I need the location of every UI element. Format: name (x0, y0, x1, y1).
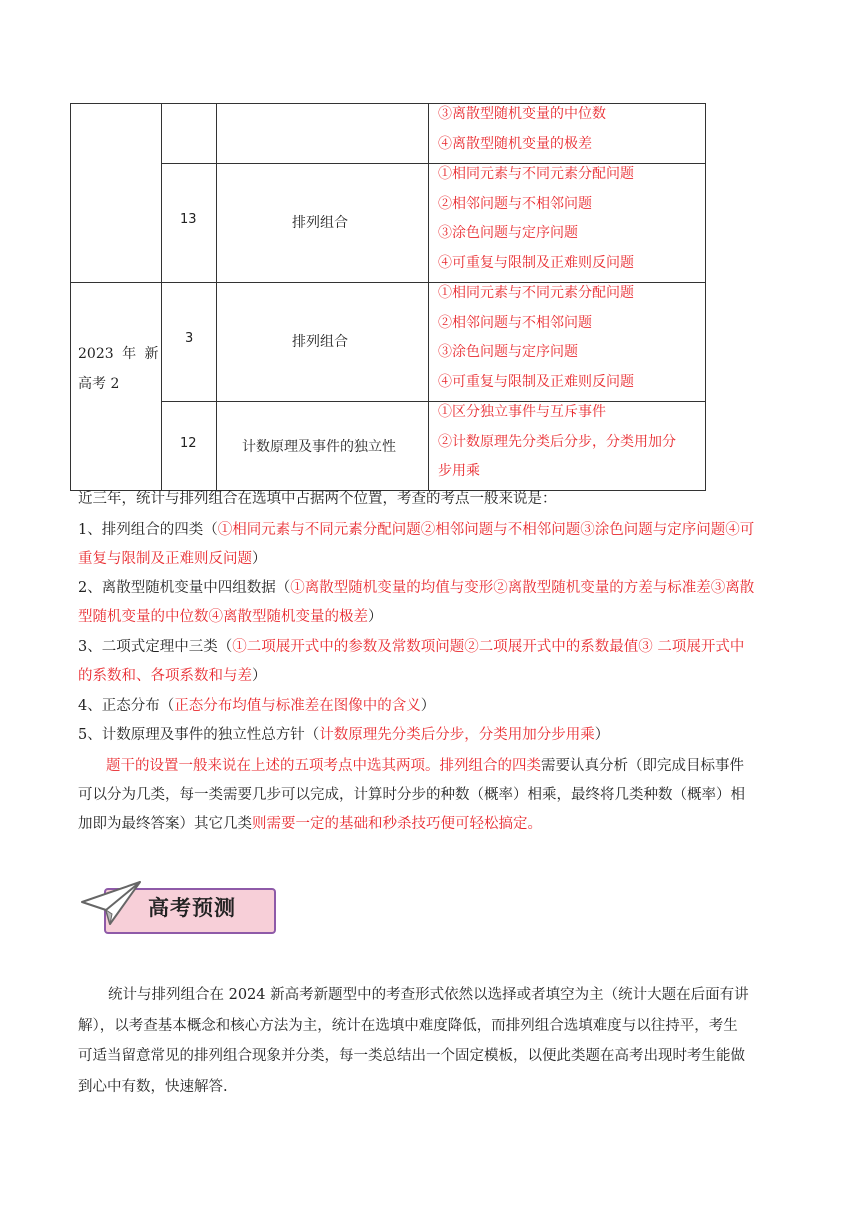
table-cell-exam-name: 2023 年 新 (78, 346, 159, 362)
table-cell-point: ①区分独立事件与互斥事件 (438, 404, 606, 420)
highlighted-text: 重复与限制及正难则反问题 (78, 551, 252, 567)
text-run: ） (368, 609, 383, 625)
text-run: 5、计数原理及事件的独立性总方针（ (78, 727, 320, 743)
summary-intro: 近三年，统计与排列组合在选填中占据两个位置，考查的考点一般来说是： (78, 491, 557, 507)
summary-item-1 (78, 520, 754, 578)
table-cell-exam-name: 高考 2 (78, 376, 120, 392)
highlighted-text: ①离散型随机变量的均值与变形②离散型随机变量的方差与标准差③离散 (290, 580, 755, 596)
prediction-line: 到心中有数，快速解答. (78, 1079, 228, 1095)
prediction-line: 统计与排列组合在 2024 新高考新题型中的考查形式依然以选择或者填空为主（统计大题在后面有讲 (108, 987, 749, 1003)
text-line (78, 756, 745, 785)
table-cell-question-number: 3 (185, 331, 194, 346)
text-line (78, 785, 745, 814)
table-cell-point: ②相邻问题与不相邻问题 (438, 315, 592, 331)
table-cell-point: ③离散型随机变量的中位数 (438, 106, 606, 122)
section-heading-badge (80, 880, 280, 940)
highlighted-text: 正态分布均值与标准差在图像中的含义 (174, 698, 421, 714)
highlighted-text: 则需要一定的基础和秒杀技巧便可轻松搞定。 (252, 816, 542, 832)
table-cell-topic: 排列组合 (292, 215, 348, 231)
text-run: ） (420, 698, 436, 714)
table-divider (161, 401, 706, 402)
table-divider (216, 103, 217, 491)
summary-item-2 (78, 578, 754, 636)
table-border-right (705, 103, 706, 491)
table-divider (161, 103, 162, 491)
table-cell-point: ③涂色问题与定序问题 (438, 225, 578, 241)
text-line (78, 549, 754, 578)
text-run: 需要认真分析（即完成目标事件 (541, 758, 744, 774)
text-line (78, 578, 754, 607)
table-cell-point: 步用乘 (438, 463, 480, 479)
summary-item-4 (78, 696, 435, 725)
table-cell-point: ③涂色问题与定序问题 (438, 344, 578, 360)
highlighted-text: ①二项展开式中的参数及常数项问题②二项展开式中的系数最值③ 二项展开式中 (232, 639, 745, 655)
table-cell-topic: 计数原理及事件的独立性 (242, 439, 396, 455)
highlighted-text: 的系数和、各项系数和与差 (78, 668, 252, 684)
table-cell-point: ①相同元素与不同元素分配问题 (438, 285, 634, 301)
table-cell-point: ④离散型随机变量的极差 (438, 136, 592, 152)
highlighted-text: 型随机变量的中位数④离散型随机变量的极差 (78, 609, 368, 625)
table-cell-point: ①相同元素与不同元素分配问题 (438, 166, 634, 182)
exam-table (70, 103, 706, 491)
table-border-top (70, 103, 706, 104)
text-run: ） (252, 551, 267, 567)
text-run: 2、离散型随机变量中四组数据（ (78, 580, 291, 596)
text-run: 4、正态分布（ (78, 698, 175, 714)
table-cell-question-number: 12 (180, 436, 197, 451)
table-cell-point: ②计数原理先分类后分步，分类用加分 (438, 434, 676, 450)
highlighted-text: 题干的设置一般来说在上述的五项考点中选其两项。排列组合的四类 (106, 758, 541, 774)
table-cell-point: ④可重复与限制及正难则反问题 (438, 255, 634, 271)
text-run: 加即为最终答案）其它几类 (78, 816, 252, 832)
table-cell-point: ②相邻问题与不相邻问题 (438, 196, 592, 212)
summary-item-5 (78, 725, 609, 754)
text-line (78, 637, 744, 666)
table-border-left (70, 103, 71, 491)
prediction-line: 解），以考查基本概念和核心方法为主，统计在选填中难度降低，而排列组合选填难度与以往持平，考生 (78, 1018, 738, 1034)
text-line (78, 814, 745, 843)
text-line (78, 607, 754, 636)
table-cell-question-number: 13 (180, 212, 197, 227)
text-line (78, 725, 609, 754)
summary-item-3 (78, 637, 744, 695)
text-line (78, 696, 435, 725)
prediction-line: 可适当留意常见的排列组合现象并分类，每一类总结出一个固定模板，以便此类题在高考出现时考生能做 (78, 1048, 745, 1064)
text-run: ） (594, 727, 610, 743)
highlighted-text: ①相同元素与不同元素分配问题②相邻问题与不相邻问题③涂色问题与定序问题④可 (217, 522, 755, 538)
section-title: 高考预测 (148, 896, 236, 920)
text-run: 1、排列组合的四类（ (78, 522, 218, 538)
highlighted-text: 计数原理先分类后分步，分类用加分步用乘 (319, 727, 595, 743)
table-cell-topic: 排列组合 (292, 334, 348, 350)
text-line (78, 520, 754, 549)
text-run: ） (252, 668, 267, 684)
text-run: 3、二项式定理中三类（ (78, 639, 233, 655)
text-run: 可以分为几类，每一类需要几步可以完成，计算时分步的种数（概率）相乘，最终将几类种数（概率）相 (78, 787, 745, 803)
text-line (78, 666, 744, 695)
summary-note (78, 756, 745, 843)
table-cell-point: ④可重复与限制及正难则反问题 (438, 374, 634, 390)
paper-plane-icon (80, 880, 142, 930)
table-divider (428, 103, 429, 491)
